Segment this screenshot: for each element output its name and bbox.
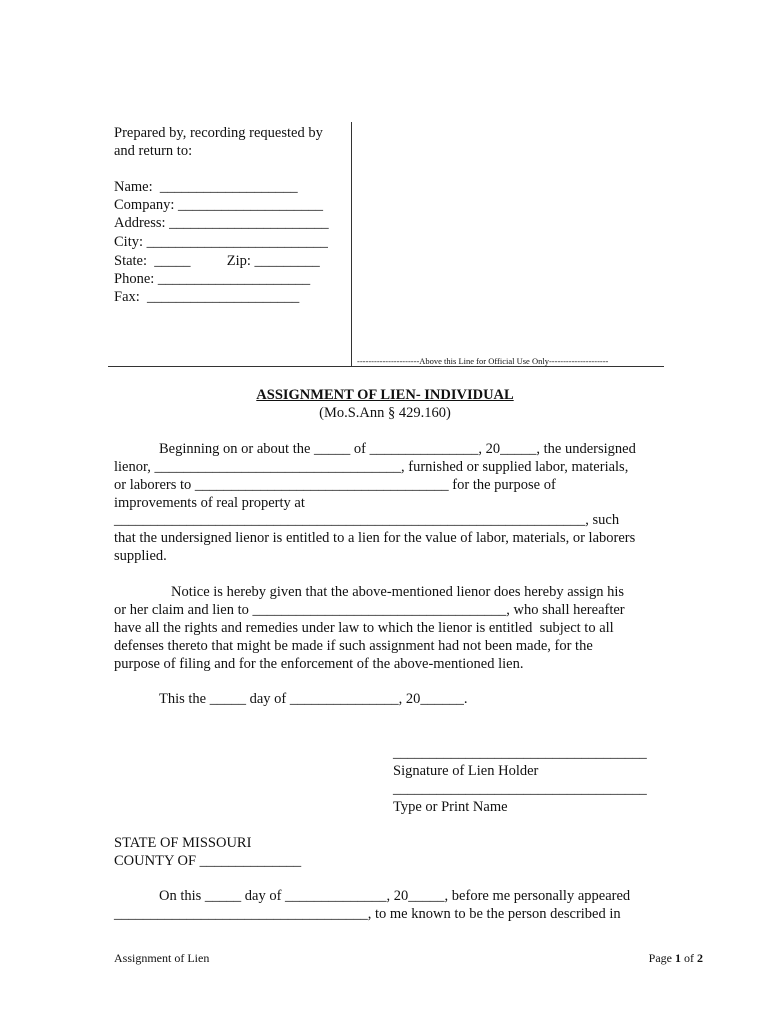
p1-line6: that the undersigned lienor is entitled to a lien for the value of labor, materials, or laborers (114, 530, 636, 546)
p1-line7: supplied. (114, 548, 167, 564)
notary-county: COUNTY OF ______________ (114, 853, 302, 869)
p2-line5: purpose of filing and for the enforcement of the above-mentioned lien. (114, 656, 524, 672)
statute-citation: (Mo.S.Ann § 429.160) (319, 405, 451, 421)
p2-line1: Notice is hereby given that the above-mentioned lienor does hereby assign his (171, 584, 624, 600)
prepared-by-line1: Prepared by, recording requested by (114, 125, 323, 141)
address-field: Address: ______________________ (114, 215, 329, 231)
p2-line2: or her claim and lien to ___________________________________, who shall hereafter (114, 602, 625, 618)
page-prefix: Page (648, 951, 675, 965)
page-of: of (681, 951, 697, 965)
signature-label: Signature of Lien Holder (393, 763, 539, 779)
print-name-label: Type or Print Name (393, 799, 508, 815)
box-horizontal-divider (108, 366, 664, 367)
name-field: Name: ___________________ (114, 179, 298, 195)
page-number (649, 949, 703, 967)
notary-line1: On this _____ day of ______________, 20_____, before me personally appeared (159, 888, 631, 904)
footer-title: Assignment of Lien (114, 951, 210, 965)
official-use-line: ----------------------Above this Line for Official Use Only--------------------- (357, 356, 609, 366)
prepared-by-line2: and return to: (114, 143, 193, 159)
phone-field: Phone: _____________________ (114, 271, 311, 287)
p1-line5: _________________________________________________________________, such (114, 512, 620, 528)
p2-line4: defenses thereto that might be made if such assignment had not been made, for the (114, 638, 593, 654)
state-zip-field: State: _____ Zip: _________ (114, 253, 320, 269)
fax-field: Fax: _____________________ (114, 289, 300, 305)
page-current: 1 (675, 951, 681, 965)
notary-line2: ___________________________________, to me known to be the person described in (114, 906, 621, 922)
p2-line3: have all the rights and remedies under law to which the lienor is entitled subject to all (114, 620, 614, 636)
company-field: Company: ____________________ (114, 197, 324, 213)
p1-line3: or laborers to ___________________________________ for the purpose of (114, 477, 556, 493)
p1-line4: improvements of real property at (114, 495, 305, 511)
city-field: City: _________________________ (114, 234, 328, 250)
signature-line: ___________________________________ (393, 745, 647, 761)
execution-date-line: This the _____ day of _______________, 20______. (159, 691, 468, 707)
p1-line1: Beginning on or about the _____ of _______________, 20_____, the undersigned (159, 441, 636, 457)
page-total: 2 (697, 951, 703, 965)
notary-state: STATE OF MISSOURI (114, 835, 252, 851)
box-vertical-divider (351, 122, 352, 366)
p1-line2: lienor, __________________________________, furnished or supplied labor, materials, (114, 459, 629, 475)
print-name-line: ___________________________________ (393, 781, 647, 797)
document-title: ASSIGNMENT OF LIEN- INDIVIDUAL (256, 387, 514, 403)
